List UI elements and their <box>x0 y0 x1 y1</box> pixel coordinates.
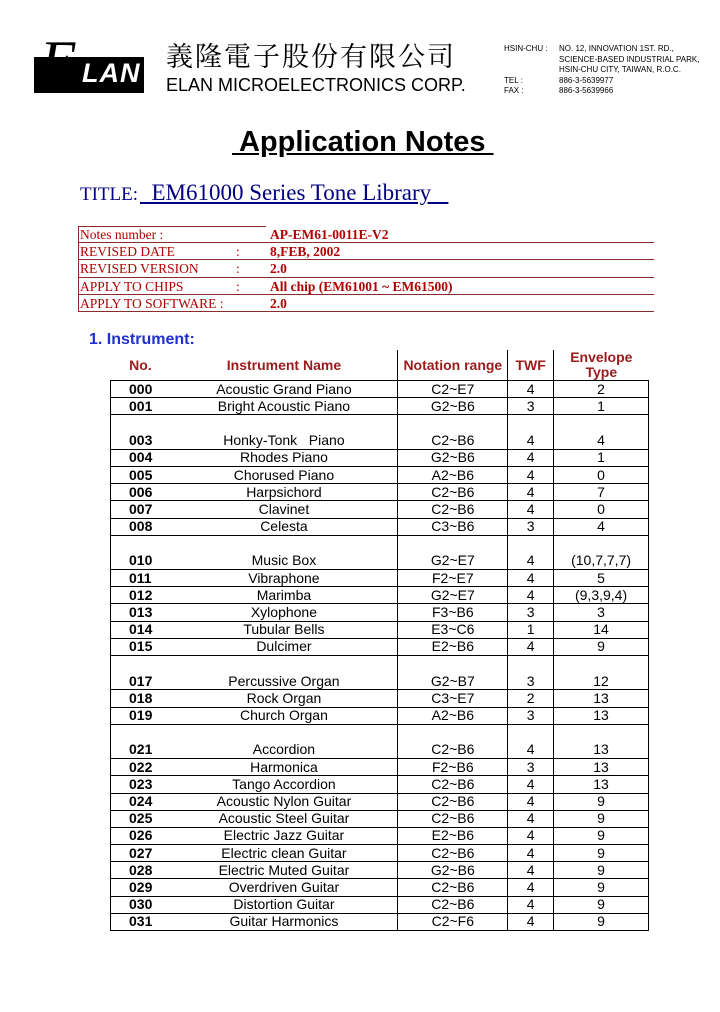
tel-number: 886-3-5639977 <box>559 75 614 85</box>
instrument-name: Rhodes Piano <box>170 449 398 466</box>
instrument-number: 023 <box>111 776 171 793</box>
instrument-name <box>170 656 398 673</box>
instrument-name: Guitar Harmonics <box>170 913 398 930</box>
notation-range: A2~B6 <box>398 707 508 724</box>
twf-value: 4 <box>508 776 554 793</box>
instrument-number: 029 <box>111 879 171 896</box>
twf-value: 3 <box>508 707 554 724</box>
table-row <box>111 449 649 466</box>
twf-value <box>508 656 554 673</box>
instrument-name: Harpsichord <box>170 484 398 501</box>
instrument-name: Accordion <box>170 741 398 758</box>
table-row <box>111 432 649 449</box>
instrument-name: Honky-Tonk Piano <box>170 432 398 449</box>
twf-value: 4 <box>508 845 554 862</box>
notes-value: 8,FEB, 2002 <box>270 244 341 260</box>
address-label <box>504 65 548 76</box>
instrument-number: 022 <box>111 759 171 776</box>
notation-range: E3~C6 <box>398 621 508 638</box>
notation-range: G2~B7 <box>398 673 508 690</box>
table-row-empty <box>111 656 649 673</box>
table-row <box>111 621 649 638</box>
twf-value: 4 <box>508 879 554 896</box>
twf-value: 4 <box>508 810 554 827</box>
table-row <box>111 741 649 758</box>
instrument-number: 028 <box>111 862 171 879</box>
logo-text: LAN <box>82 58 141 88</box>
table-row <box>111 913 649 930</box>
envelope-type <box>554 535 649 552</box>
table-row <box>111 552 649 569</box>
twf-value: 4 <box>508 501 554 518</box>
notes-key: REVISED DATE <box>80 244 175 260</box>
envelope-type <box>554 724 649 741</box>
notes-colon: : <box>236 261 240 277</box>
instrument-name: Church Organ <box>170 707 398 724</box>
notation-range <box>398 724 508 741</box>
notes-value: AP-EM61-0011E-V2 <box>270 227 389 242</box>
notation-range: C2~B6 <box>398 879 508 896</box>
instrument-name: Overdriven Guitar <box>170 879 398 896</box>
instrument-name <box>170 415 398 432</box>
instrument-number: 018 <box>111 690 171 707</box>
notation-range: G2~B6 <box>398 449 508 466</box>
envelope-type: 4 <box>554 432 649 449</box>
twf-value: 4 <box>508 827 554 844</box>
twf-value: 4 <box>508 466 554 483</box>
notation-range: C2~B6 <box>398 845 508 862</box>
fax-number: 886-3-5639966 <box>559 86 614 96</box>
instrument-number: 008 <box>111 518 171 535</box>
twf-value: 4 <box>508 570 554 587</box>
twf-value: 3 <box>508 604 554 621</box>
notes-key: REVISED VERSION <box>80 261 199 277</box>
twf-value <box>508 535 554 552</box>
envelope-type: 2 <box>554 381 649 398</box>
envelope-type: 13 <box>554 690 649 707</box>
instrument-name: Bright Acoustic Piano <box>170 398 398 415</box>
instrument-name: Clavinet <box>170 501 398 518</box>
address-label: HSIN-CHU : <box>504 44 548 53</box>
table-row <box>111 673 649 690</box>
envelope-type <box>554 656 649 673</box>
table-row <box>111 759 649 776</box>
instrument-number: 006 <box>111 484 171 501</box>
section-title: 1. Instrument: <box>89 331 195 348</box>
instrument-name: Electric Jazz Guitar <box>170 827 398 844</box>
notation-range: C3~B6 <box>398 518 508 535</box>
instrument-name: Music Box <box>170 552 398 569</box>
envelope-type: 3 <box>554 604 649 621</box>
instrument-name: Acoustic Grand Piano <box>170 381 398 398</box>
instrument-number <box>111 535 171 552</box>
twf-value: 3 <box>508 518 554 535</box>
instrument-number: 030 <box>111 896 171 913</box>
instrument-number: 015 <box>111 638 171 655</box>
envelope-type: 9 <box>554 845 649 862</box>
envelope-type: 13 <box>554 759 649 776</box>
address-label: FAX : <box>504 86 524 96</box>
envelope-type: 7 <box>554 484 649 501</box>
instrument-name: Marimba <box>170 587 398 604</box>
table-row <box>111 707 649 724</box>
column-header: Instrument Name <box>170 350 398 381</box>
notation-range: C2~B6 <box>398 810 508 827</box>
table-row <box>111 381 649 398</box>
notation-range: G2~E7 <box>398 587 508 604</box>
document-title: EM61000 Series Tone Library <box>140 180 449 205</box>
table-row <box>111 827 649 844</box>
envelope-type: 9 <box>554 896 649 913</box>
table-row <box>111 484 649 501</box>
address-labels <box>504 44 548 97</box>
table-row <box>111 896 649 913</box>
instrument-number: 001 <box>111 398 171 415</box>
instrument-name <box>170 724 398 741</box>
instrument-number: 000 <box>111 381 171 398</box>
twf-value: 4 <box>508 896 554 913</box>
table-row <box>111 862 649 879</box>
instrument-name: Harmonica <box>170 759 398 776</box>
notes-key: Notes number : <box>80 227 164 242</box>
twf-value: 4 <box>508 741 554 758</box>
envelope-type: 9 <box>554 793 649 810</box>
table-row <box>111 587 649 604</box>
envelope-type: 9 <box>554 879 649 896</box>
twf-value: 4 <box>508 587 554 604</box>
address-line: HSIN-CHU CITY, TAIWAN, R.O.C. <box>559 65 681 75</box>
notes-value: All chip (EM61001 ~ EM61500) <box>270 278 453 294</box>
twf-value: 1 <box>508 621 554 638</box>
instrument-name: Electric Muted Guitar <box>170 862 398 879</box>
table-row <box>111 776 649 793</box>
table-row <box>111 466 649 483</box>
instrument-number: 010 <box>111 552 171 569</box>
instrument-number: 024 <box>111 793 171 810</box>
notation-range: C2~E7 <box>398 381 508 398</box>
instrument-number: 004 <box>111 449 171 466</box>
address-line: SCIENCE-BASED INDUSTRIAL PARK, <box>559 54 700 64</box>
instrument-name: Acoustic Nylon Guitar <box>170 793 398 810</box>
instrument-name: Tango Accordion <box>170 776 398 793</box>
table-row-empty <box>111 415 649 432</box>
notation-range: C2~B6 <box>398 741 508 758</box>
notes-row <box>78 278 654 295</box>
instrument-number <box>111 724 171 741</box>
instrument-name: Acoustic Steel Guitar <box>170 810 398 827</box>
notation-range: E2~B6 <box>398 827 508 844</box>
notes-row <box>78 260 654 277</box>
notation-range: F2~B6 <box>398 759 508 776</box>
instrument-name: Distortion Guitar <box>170 896 398 913</box>
twf-value: 4 <box>508 913 554 930</box>
logo-letter: E <box>40 29 77 95</box>
instrument-number <box>111 415 171 432</box>
notation-range <box>398 415 508 432</box>
twf-value: 3 <box>508 398 554 415</box>
company-name-chinese: 義隆電子股份有限公司 <box>166 42 456 73</box>
instrument-name: Xylophone <box>170 604 398 621</box>
notation-range: F2~E7 <box>398 570 508 587</box>
notes-row <box>78 226 654 243</box>
instrument-name: Percussive Organ <box>170 673 398 690</box>
instrument-name: Chorused Piano <box>170 466 398 483</box>
twf-value <box>508 415 554 432</box>
notation-range: E2~B6 <box>398 638 508 655</box>
envelope-type: 0 <box>554 466 649 483</box>
instrument-number: 011 <box>111 570 171 587</box>
instrument-name: Vibraphone <box>170 570 398 587</box>
envelope-type <box>554 415 649 432</box>
table-row <box>111 570 649 587</box>
envelope-type: 9 <box>554 862 649 879</box>
notation-range: C2~B6 <box>398 484 508 501</box>
notes-colon: : <box>236 244 240 260</box>
table-row <box>111 690 649 707</box>
envelope-type: 1 <box>554 449 649 466</box>
notes-table <box>78 226 654 312</box>
notation-range <box>398 535 508 552</box>
envelope-type: 5 <box>554 570 649 587</box>
table-row <box>111 501 649 518</box>
instrument-name: Tubular Bells <box>170 621 398 638</box>
notation-range: C2~B6 <box>398 501 508 518</box>
instrument-number: 017 <box>111 673 171 690</box>
envelope-type: (9,3,9,4) <box>554 587 649 604</box>
twf-value: 4 <box>508 793 554 810</box>
instrument-number <box>111 656 171 673</box>
envelope-type: 13 <box>554 741 649 758</box>
envelope-type: 9 <box>554 810 649 827</box>
envelope-type: 14 <box>554 621 649 638</box>
instrument-name <box>170 535 398 552</box>
twf-value: 3 <box>508 673 554 690</box>
notation-range: C3~E7 <box>398 690 508 707</box>
notes-colon: : <box>236 278 240 294</box>
table-row <box>111 398 649 415</box>
envelope-type: 9 <box>554 827 649 844</box>
table-row <box>111 845 649 862</box>
notation-range: G2~B6 <box>398 398 508 415</box>
envelope-type: 13 <box>554 707 649 724</box>
instrument-number: 027 <box>111 845 171 862</box>
instrument-name: Electric clean Guitar <box>170 845 398 862</box>
instrument-name: Celesta <box>170 518 398 535</box>
address-label <box>504 55 548 66</box>
twf-value: 3 <box>508 759 554 776</box>
table-row <box>111 810 649 827</box>
instrument-number: 012 <box>111 587 171 604</box>
notation-range: G2~B6 <box>398 862 508 879</box>
table-row-empty <box>111 535 649 552</box>
twf-value: 4 <box>508 449 554 466</box>
instrument-number: 026 <box>111 827 171 844</box>
instrument-number: 014 <box>111 621 171 638</box>
twf-value: 4 <box>508 484 554 501</box>
envelope-type: 4 <box>554 518 649 535</box>
notes-key: APPLY TO SOFTWARE : <box>80 295 224 311</box>
notation-range: F3~B6 <box>398 604 508 621</box>
envelope-type: 13 <box>554 776 649 793</box>
document-heading: Application Notes <box>232 126 494 158</box>
table-row-empty <box>111 724 649 741</box>
notation-range: C2~B6 <box>398 432 508 449</box>
notation-range: G2~E7 <box>398 552 508 569</box>
instrument-number: 005 <box>111 466 171 483</box>
instrument-number: 013 <box>111 604 171 621</box>
twf-value: 4 <box>508 552 554 569</box>
envelope-type: 9 <box>554 913 649 930</box>
instrument-number: 003 <box>111 432 171 449</box>
instrument-number: 025 <box>111 810 171 827</box>
notes-row <box>78 295 654 312</box>
column-header: Envelope Type <box>554 350 649 381</box>
title-label: TITLE: <box>80 184 139 205</box>
table-row <box>111 518 649 535</box>
instrument-table <box>110 350 649 931</box>
notation-range <box>398 656 508 673</box>
instrument-number: 031 <box>111 913 171 930</box>
company-name-english: ELAN MICROELECTRONICS CORP. <box>166 75 466 95</box>
column-header: TWF <box>508 350 554 381</box>
column-header: Notation range <box>398 350 508 381</box>
address-label: TEL : <box>504 75 523 85</box>
envelope-type: 1 <box>554 398 649 415</box>
notation-range: C2~B6 <box>398 896 508 913</box>
twf-value: 4 <box>508 432 554 449</box>
notation-range: C2~F6 <box>398 913 508 930</box>
instrument-number: 019 <box>111 707 171 724</box>
envelope-type: 9 <box>554 638 649 655</box>
twf-value: 4 <box>508 381 554 398</box>
twf-value <box>508 724 554 741</box>
notes-key: APPLY TO CHIPS <box>80 278 184 294</box>
notation-range: A2~B6 <box>398 466 508 483</box>
notes-value: 2.0 <box>270 261 287 277</box>
table-row <box>111 879 649 896</box>
table-header-row <box>111 350 649 381</box>
notation-range: C2~B6 <box>398 776 508 793</box>
instrument-number: 007 <box>111 501 171 518</box>
twf-value: 4 <box>508 862 554 879</box>
twf-value: 2 <box>508 690 554 707</box>
table-row <box>111 638 649 655</box>
twf-value: 4 <box>508 638 554 655</box>
envelope-type: (10,7,7,7) <box>554 552 649 569</box>
notation-range: C2~B6 <box>398 793 508 810</box>
table-row <box>111 604 649 621</box>
notes-row <box>78 243 654 260</box>
instrument-number: 021 <box>111 741 171 758</box>
envelope-type: 0 <box>554 501 649 518</box>
column-header: No. <box>111 350 171 381</box>
address-line: NO. 12, INNOVATION 1ST. RD., <box>559 44 674 53</box>
envelope-type: 12 <box>554 673 649 690</box>
table-row <box>111 793 649 810</box>
instrument-name: Rock Organ <box>170 690 398 707</box>
instrument-name: Dulcimer <box>170 638 398 655</box>
address-values <box>559 44 699 97</box>
notes-value: 2.0 <box>270 295 287 311</box>
